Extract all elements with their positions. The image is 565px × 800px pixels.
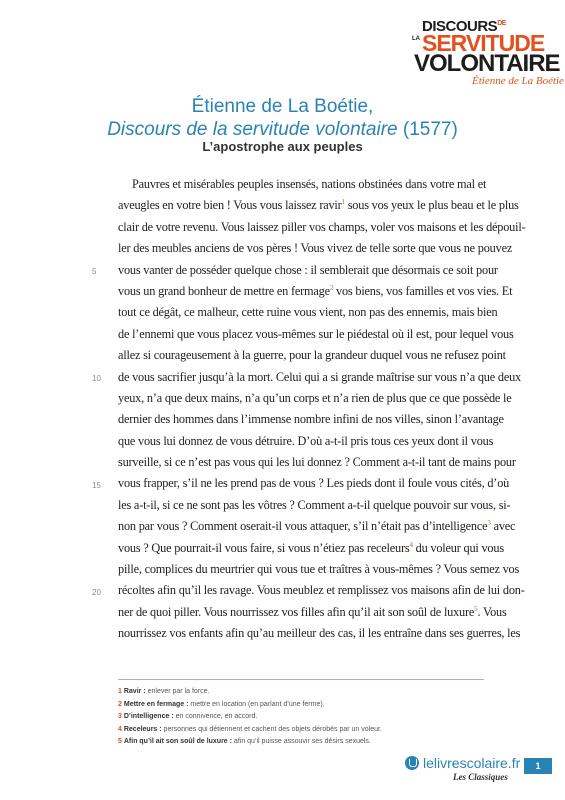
text-line — [118, 260, 498, 281]
main-text — [118, 174, 526, 645]
footnote-term: Ravir : — [123, 688, 146, 695]
footnotes — [118, 686, 484, 749]
logo-word-la: LA — [412, 36, 420, 42]
text-segment: ler des meubles anciens de vos pères ! Vous vivez de telle sorte que vous ne pouvez — [118, 241, 513, 256]
logo-word-servitude: SERVITUDE — [422, 30, 545, 56]
logo-word-volontaire: VOLONTAIRE — [414, 50, 560, 77]
footnote-term: D’intelligence : — [123, 713, 174, 721]
text-line — [118, 238, 513, 259]
footnote — [118, 711, 484, 724]
text-segment: vous vanter de posséder quelque chose : il semblerait que désormais ce soit pour — [118, 262, 498, 277]
text-line — [118, 602, 507, 623]
text-line — [118, 217, 526, 238]
text-line — [118, 388, 512, 409]
text-line — [118, 302, 498, 323]
text-segment: vous frapper, s’il ne les prend pas de vous ? Les pieds dont il foule vous cités, d’où — [118, 476, 510, 491]
text-segment: de l’ennemi que vous placez vous-mêmes sur le piédestal où il est, pour lequel vous — [118, 326, 514, 341]
title-year: (1577) — [397, 119, 458, 140]
page-subtitle: L’apostrophe aux peuples — [202, 139, 363, 154]
text-segment: sous vos yeux le plus beau et le plus — [344, 198, 519, 213]
page-number: 1 — [524, 758, 552, 774]
text-segment: tout ce dégât, ce malheur, cette ruine vous vient, non pas des ennemis, mais bien — [118, 305, 498, 320]
text-segment: du voleur qui vous — [412, 540, 504, 555]
text-line — [118, 452, 516, 473]
text-segment: récoltes afin qu’il les ravage. Vous meublez et remplissez vos maisons afin de lui don- — [118, 583, 525, 598]
text-segment: vous ? Que pourrait-il vous faire, si vous n’étiez pas receleurs — [118, 540, 410, 555]
text-segment: que vous lui donnez de vous détruire. D’où a-t-il pris tous ces yeux dont il vous — [118, 433, 494, 448]
footnote — [118, 686, 484, 699]
footnote — [118, 699, 484, 712]
text-segment: Pauvres et misérables peuples insensés, nations obstinées dans votre mal et — [132, 177, 487, 191]
title-work: Discours de la servitude volontaire — [107, 119, 398, 140]
text-segment: vos biens, vos familles et vos vies. Et — [333, 283, 513, 298]
footnote-definition: personnes qui détiennent et cachent des objets dérobés par un voleur. — [161, 725, 382, 733]
text-line — [118, 195, 519, 216]
text-segment: les a-t-il, si ce ne sont pas les vôtres ? Comment a-t-il quelque pouvoir sur vous, si- — [118, 497, 511, 512]
book-logo — [412, 18, 564, 90]
title-author: Étienne de La Boétie, — [191, 96, 374, 117]
text-segment: non par vous ? Comment oserait-il vous attaquer, s’il n’était pas d’intelligence — [118, 519, 488, 534]
line-number: 15 — [92, 480, 101, 490]
line-number: 10 — [92, 373, 101, 383]
text-line — [118, 580, 525, 601]
page-title — [0, 95, 565, 141]
footnote-definition: en connivence, en accord. — [173, 713, 258, 721]
text-line — [118, 495, 511, 516]
text-line — [118, 623, 521, 644]
text-segment: nourrissez vos enfants afin qu’au meilleur des cas, il les entraîne dans ses guerres, les — [118, 626, 521, 641]
text-line — [118, 174, 487, 195]
line-number: 20 — [92, 587, 101, 597]
publisher-collection: Les Classiques — [453, 772, 508, 782]
logo-word-discours: $DISCOURS^{DE}$ — [422, 18, 506, 35]
footnote-definition: mettre en location (en parlant d’une ferme). — [188, 700, 325, 708]
text-line — [118, 324, 514, 345]
footnote-definition: afin qu’il puisse assouvir ses désirs sexuels. — [231, 738, 371, 746]
footnote-term: Receleurs : — [123, 725, 162, 733]
footnote-definition: enlever par la force. — [145, 688, 210, 695]
text-line — [118, 281, 513, 302]
text-segment: vous un grand bonheur de mettre en fermage — [118, 283, 330, 298]
footnote — [118, 724, 484, 737]
footnote-ref[interactable]: 3 — [487, 519, 491, 528]
footnote-number: 2 — [118, 700, 122, 708]
text-segment: dernier des hommes dans l’immense nombre infini de nos villes, sinon l’avantage — [118, 412, 504, 427]
text-line — [118, 516, 516, 537]
text-line — [118, 538, 504, 559]
text-line — [118, 559, 520, 580]
footnote-number: 3 — [118, 713, 122, 721]
logo-author: Étienne de La Boétie — [472, 75, 564, 87]
text-line — [118, 431, 494, 452]
footnote-ref[interactable]: 4 — [409, 540, 413, 549]
text-segment: de vous sacrifier jusqu’à la mort. Celui qui a si grande maîtrise sur vous n’a que deux — [118, 369, 521, 384]
text-segment: ner de quoi piller. Vous nourrissez vos filles afin qu’il ait son soûl de luxure — [118, 604, 475, 619]
text-segment: aveugles en votre bien ! Vous vous laissez ravir — [118, 198, 342, 213]
text-segment: avec — [490, 519, 516, 534]
text-segment: yeux, n’a que deux mains, n’a qu’un corps et n’a rien de plus que ce que possède le — [118, 390, 512, 405]
text-line — [118, 409, 504, 430]
footnote-number: 4 — [118, 725, 122, 733]
footnote-term: Afin qu’il ait son soûl de luxure : — [123, 738, 232, 746]
publisher-name: lelivrescolaire.fr — [423, 755, 521, 771]
footnote-number: 5 — [118, 738, 122, 746]
text-line — [118, 473, 510, 494]
footnote-number: 1 — [118, 688, 122, 695]
text-segment: surveille, si ce n’est pas vous qui les lui donnez ? Comment a-t-il tant de mains pour — [118, 455, 516, 470]
text-segment: . Vous — [477, 604, 507, 619]
footnote — [118, 736, 484, 749]
publisher-logo-icon — [405, 756, 419, 770]
footnote-term: Mettre en fermage : — [123, 700, 189, 708]
text-segment: clair de votre revenu. Vous laissez piller vos champs, voler vos maisons et les dépouil- — [118, 219, 526, 234]
title-work-line — [0, 118, 565, 141]
text-segment: allez si courageusement à la guerre, pour la grandeur duquel vous ne refusez point — [118, 348, 506, 363]
line-number: 5 — [92, 266, 97, 276]
footnote-ref[interactable]: 5 — [474, 604, 478, 613]
text-line — [118, 367, 521, 388]
text-segment: pille, complices du meurtrier qui vous tue et traîtres à vous-mêmes ? Vous semez vos — [118, 562, 520, 577]
text-line — [118, 345, 506, 366]
footnote-ref[interactable]: 1 — [341, 198, 345, 207]
footnote-divider — [118, 679, 484, 680]
footnote-ref[interactable]: 2 — [329, 283, 334, 292]
